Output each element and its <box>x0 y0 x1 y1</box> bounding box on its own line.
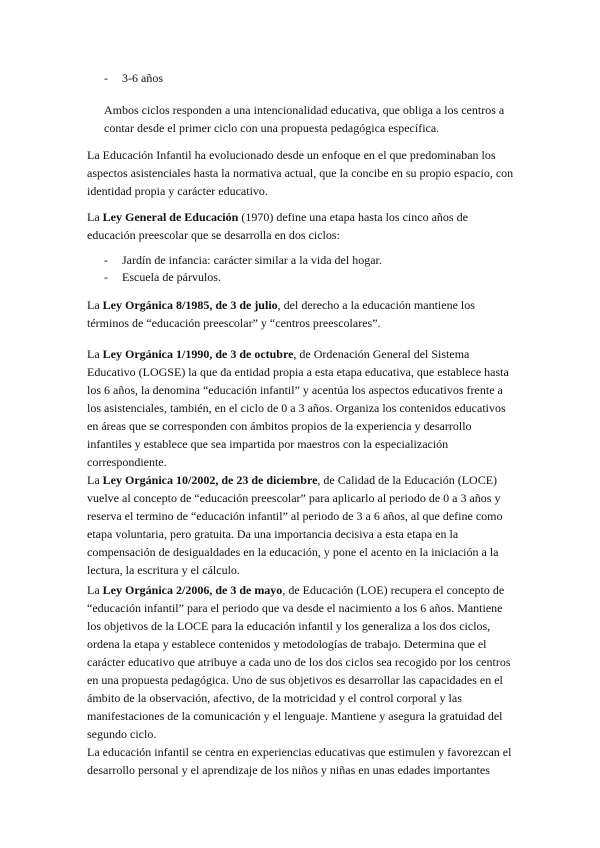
lode-paragraph <box>87 296 517 332</box>
paragraph-prefix: La <box>87 210 103 224</box>
paragraph-prefix: La <box>87 583 103 597</box>
paragraph-text: , de Calidad de la Educación (LOCE) vuelve al concepto de “educación preescolar” para aplicarlo al periodo de 0 a 3 años y reserva el termino de “educación infantil” al periodo de 3 a 6 años, al que define como etapa voluntaria, pero gratuita. Da una importancia decisiva a esta etapa en la compensación de desigualdades en la educación, y pone el acento en la iniciación a la lectura, la escritura y el cálculo. <box>87 473 503 577</box>
law-name: Ley Orgánica 10/2002, de 23 de diciembre <box>102 473 318 487</box>
bullet-dash: - <box>104 71 108 85</box>
list-item-jardin <box>104 251 382 269</box>
list-item-text: 3-6 años <box>122 71 163 85</box>
list-item-text: Jardín de infancia: carácter similar a la vida del hogar. <box>122 253 382 267</box>
paragraph-prefix: La <box>87 473 103 487</box>
law-name: Ley Orgánica 8/1985, de 3 de julio <box>102 298 278 312</box>
lge-paragraph <box>87 208 517 244</box>
bullet-dash: - <box>104 270 108 284</box>
paragraph-text: , del derecho a la educación mantiene los términos de “educación preescolar” y “centros preescolares”. <box>87 298 475 330</box>
paragraph-text: , de Educación (LOE) recupera el concepto de “educación infantil” para el periodo que va desde el nacimiento a los 6 años. Mantiene los objetivos de la LOCE para la educación infantil y los generaliza a los dos ciclos, ordena la etapa y establece contenidos y metodologías de trabajo. Determina que el carácter educativo que atribuye a cada uno de los dos ciclos sea recogido por los centros en una propuesta pedagógica. Uno de sus objetivos es desarrollar las capacidades en el ámbito de la observación, afectivo, de la motricidad y el control corporal y las manifestaciones de la comunicación y el lenguaje. Mantiene y asegura la gratuidad del segundo ciclo. <box>87 583 511 741</box>
closing-paragraph: La educación infantil se centra en experiencias educativas que estimulen y favorezcan el desarrollo personal y el aprendizaje de los niños y niñas en unas edades importantes <box>87 745 512 777</box>
loce-paragraph <box>87 471 517 579</box>
paragraph-text: (1970) define una etapa hasta los cinco años de educación preescolar que se desarrolla en dos ciclos: <box>87 210 468 242</box>
bullet-dash: - <box>104 253 108 267</box>
cycles-note-paragraph: Ambos ciclos responden a una intencionalidad educativa, que obliga a los centros a contar desde el primer ciclo con una propuesta pedagógica específica. <box>104 103 505 135</box>
loe-paragraph <box>87 581 517 743</box>
evolution-paragraph: La Educación Infantil ha evolucionado desde un enfoque en el que predominaban los aspectos asistenciales hasta la normativa actual, que la concibe en su propio espacio, con identidad propia y carácter educativo. <box>87 148 514 198</box>
paragraph-prefix: La <box>87 298 103 312</box>
paragraph-prefix: La <box>87 347 103 361</box>
list-item-escuela <box>104 268 221 286</box>
law-name: Ley Orgánica 2/2006, de 3 de mayo <box>102 583 283 597</box>
law-name: Ley General de Educación <box>102 210 239 224</box>
list-item-age-range <box>104 69 163 87</box>
logse-paragraph <box>87 345 517 471</box>
law-name: Ley Orgánica 1/1990, de 3 de octubre <box>102 347 294 361</box>
paragraph-text: , de Ordenación General del Sistema Educativo (LOGSE) la que da entidad propia a esta etapa educativa, que establece hasta los 6 años, la denomina “educación infantil” y acentúa los aspectos educativos frente a los asistenciales, también, en el ciclo de 0 a 3 años. Organiza los contenidos educativos en áreas que se corresponden con ámbitos propios de la experiencia y desarrollo infantiles y establece que sea impartida por maestros con la especialización correspondiente. <box>87 347 509 469</box>
list-item-text: Escuela de párvulos. <box>122 270 221 284</box>
